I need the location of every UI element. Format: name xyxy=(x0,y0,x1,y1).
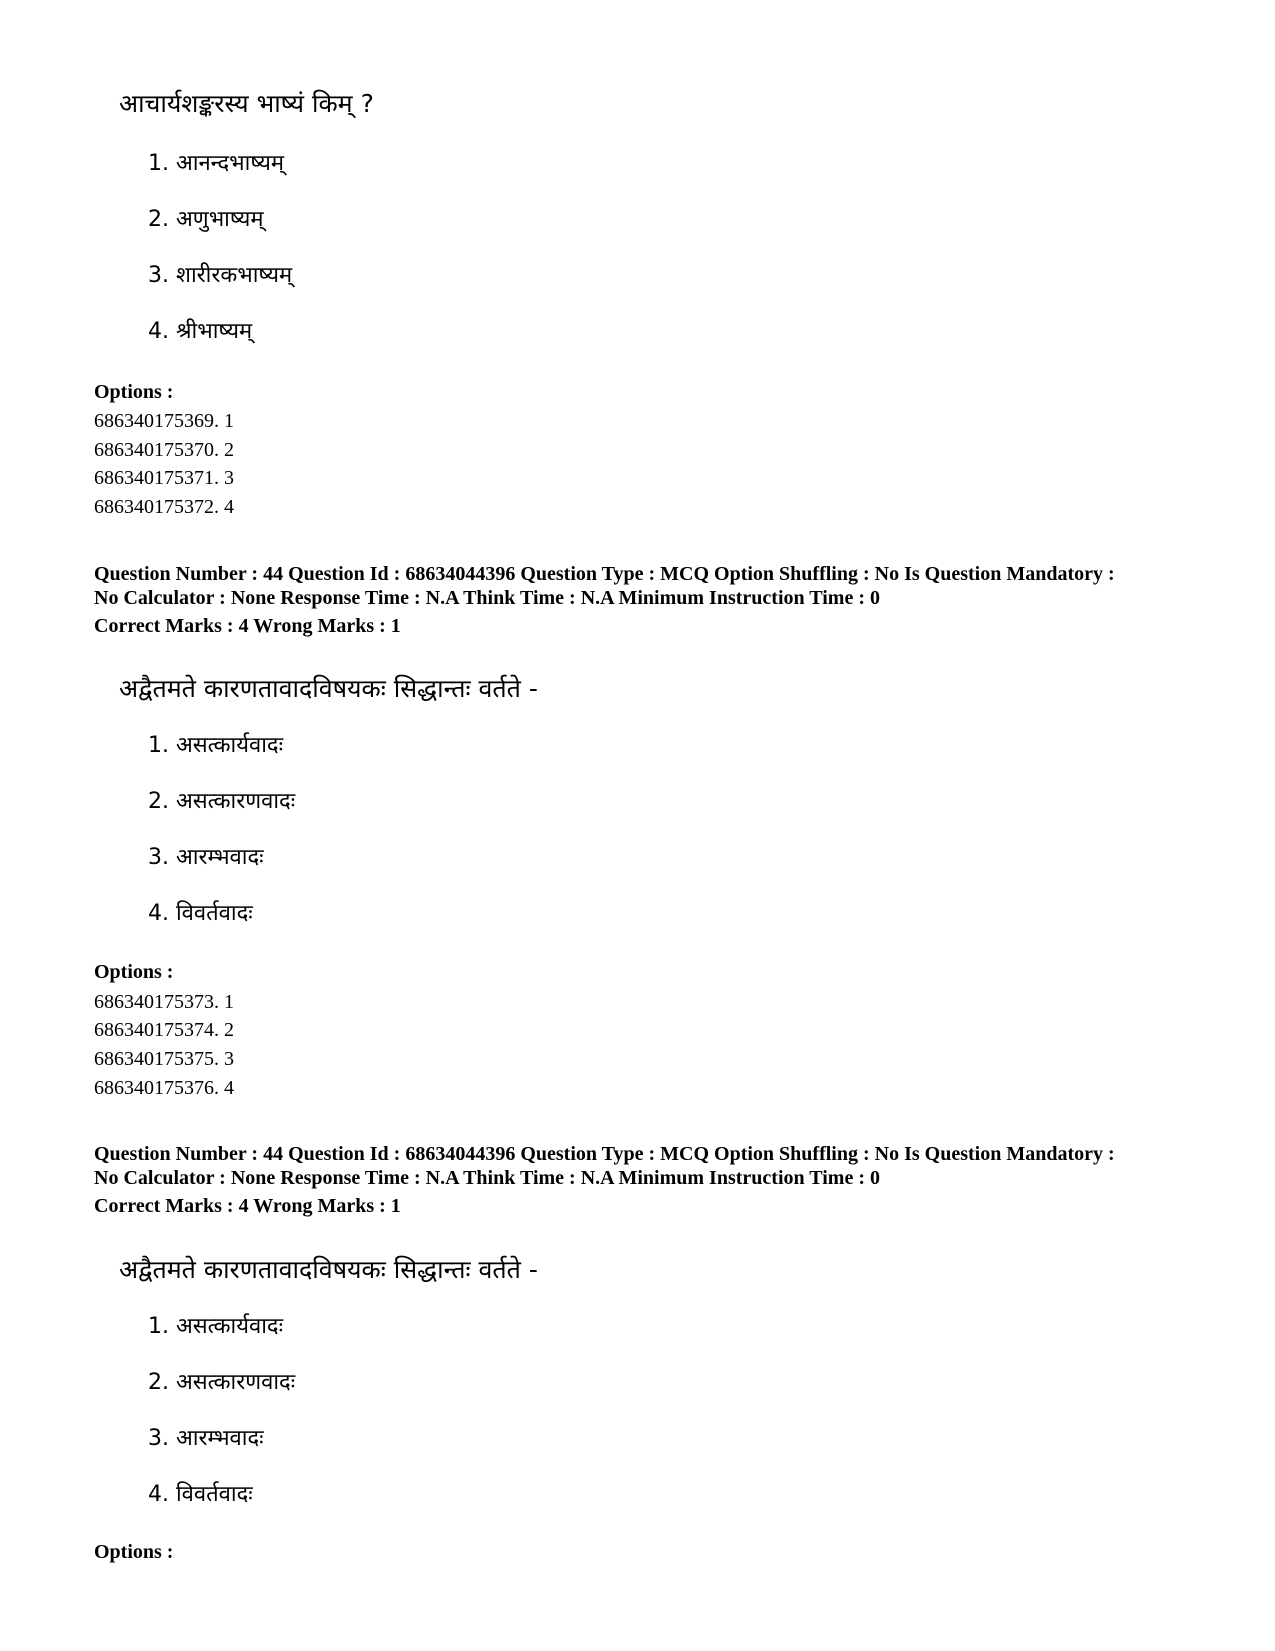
question-choice: 3. आरम्भवादः xyxy=(148,1426,264,1451)
option-id: 686340175372. 4 xyxy=(94,496,234,518)
options-label: Options : xyxy=(94,1541,174,1563)
option-id: 686340175369. 1 xyxy=(94,410,234,432)
question-choice: 2. अणुभाष्यम् xyxy=(148,207,264,232)
question-choice: 4. विवर्तवादः xyxy=(148,1482,253,1507)
option-id: 686340175373. 1 xyxy=(94,991,234,1013)
option-id: 686340175370. 2 xyxy=(94,439,234,461)
question-text: अद्वैतमते कारणतावादविषयकः सिद्धान्तः वर्तते - xyxy=(119,674,538,703)
question-choice: 1. आनन्दभाष्यम् xyxy=(148,151,285,176)
question-meta-line: No Calculator : None Response Time : N.A Think Time : N.A Minimum Instruction Time : 0 xyxy=(94,1167,880,1189)
options-label: Options : xyxy=(94,381,174,403)
option-id: 686340175371. 3 xyxy=(94,467,234,489)
question-choice: 3. आरम्भवादः xyxy=(148,845,264,870)
question-choice: 1. असत्कार्यवादः xyxy=(148,733,284,758)
question-marks: Correct Marks : 4 Wrong Marks : 1 xyxy=(94,1195,401,1217)
question-meta-line: Question Number : 44 Question Id : 68634044396 Question Type : MCQ Option Shuffling : No Is Question Mandatory : xyxy=(94,563,1115,585)
question-meta-line: Question Number : 44 Question Id : 68634044396 Question Type : MCQ Option Shuffling : No Is Question Mandatory : xyxy=(94,1143,1115,1165)
question-choice: 2. असत्कारणवादः xyxy=(148,1370,296,1395)
question-meta-line: No Calculator : None Response Time : N.A Think Time : N.A Minimum Instruction Time : 0 xyxy=(94,587,880,609)
question-choice: 4. श्रीभाष्यम् xyxy=(148,319,253,344)
question-choice: 3. शारीरकभाष्यम् xyxy=(148,263,293,288)
option-id: 686340175376. 4 xyxy=(94,1077,234,1099)
option-id: 686340175375. 3 xyxy=(94,1048,234,1070)
question-choice: 1. असत्कार्यवादः xyxy=(148,1314,284,1339)
option-id: 686340175374. 2 xyxy=(94,1019,234,1041)
options-label: Options : xyxy=(94,961,174,983)
question-text: आचार्यशङ्करस्य भाष्यं किम् ? xyxy=(119,89,374,118)
question-text: अद्वैतमते कारणतावादविषयकः सिद्धान्तः वर्तते - xyxy=(119,1255,538,1284)
question-choice: 2. असत्कारणवादः xyxy=(148,789,296,814)
question-choice: 4. विवर्तवादः xyxy=(148,901,253,926)
question-marks: Correct Marks : 4 Wrong Marks : 1 xyxy=(94,615,401,637)
